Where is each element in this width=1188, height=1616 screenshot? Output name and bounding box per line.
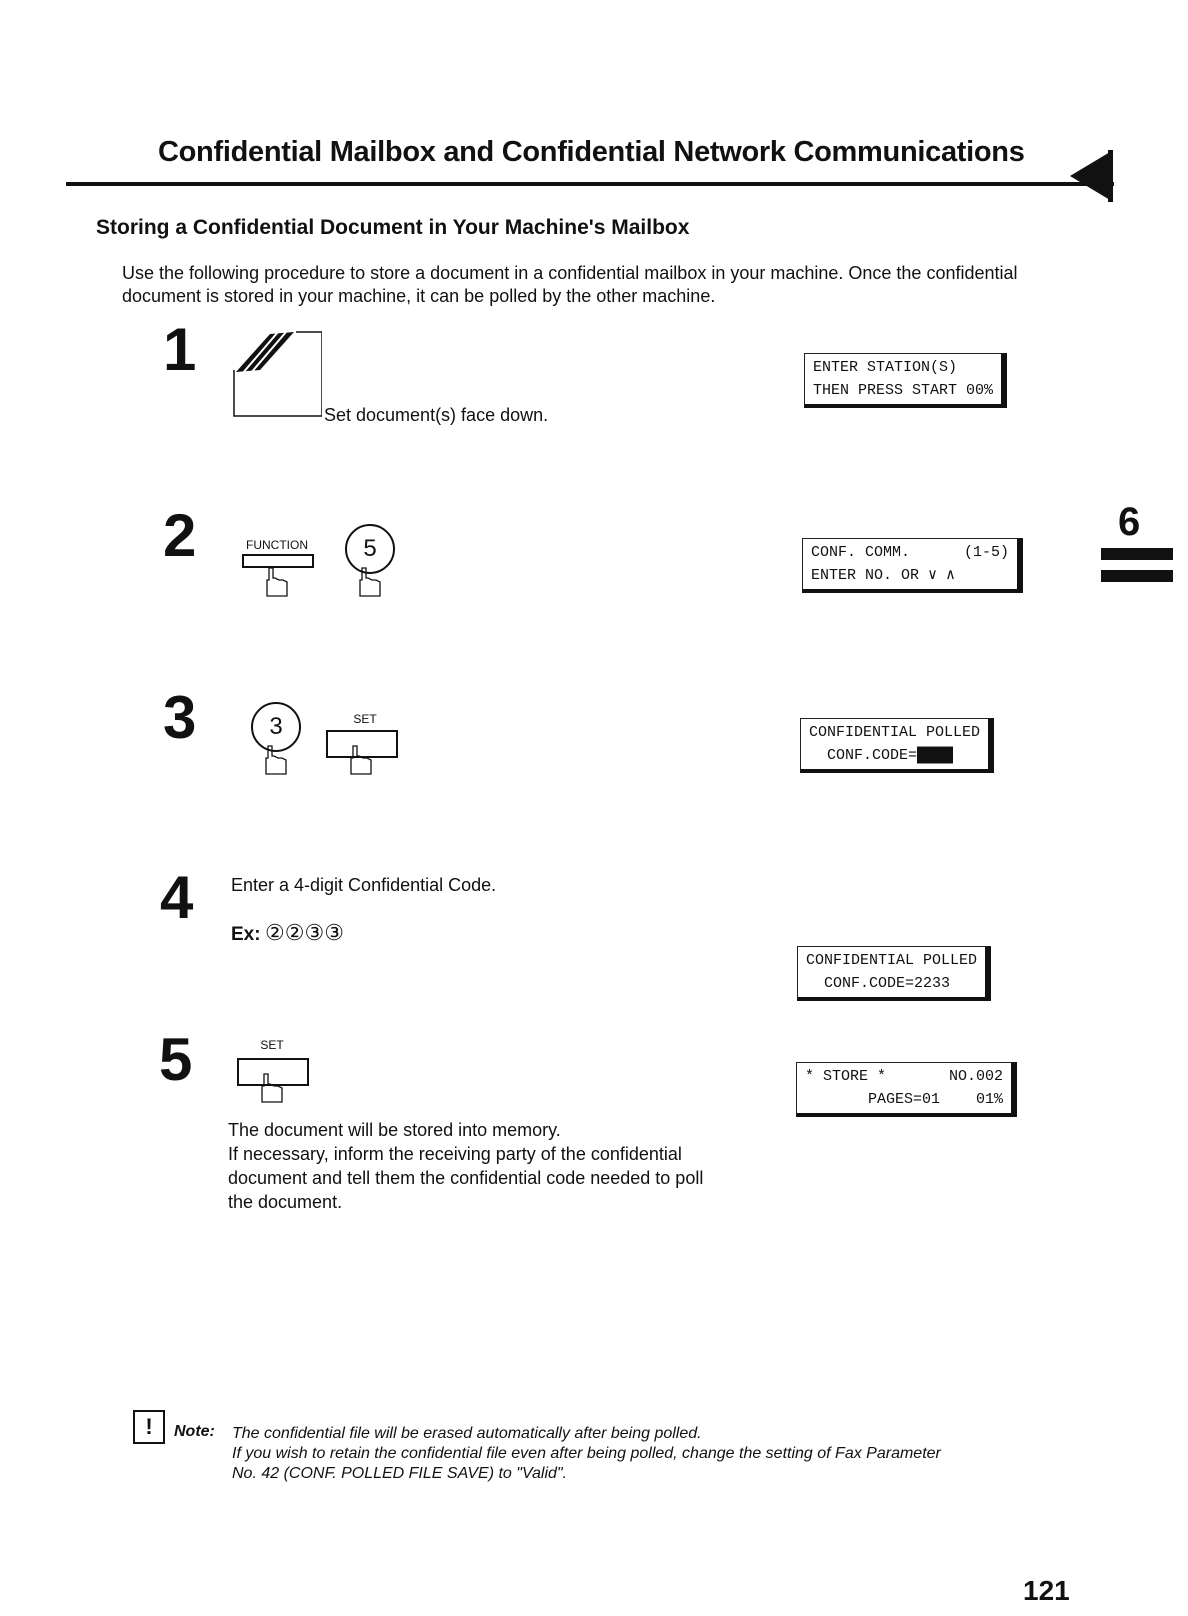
section-arrow-icon [1070,152,1110,200]
lcd-display [796,1062,1017,1117]
example-code [231,920,344,946]
lcd-line: PAGES=01 01% [805,1091,1004,1108]
chapter-number: 6 [1118,500,1141,544]
chapter-bar [1101,570,1173,582]
digit-3-key[interactable]: 3 [251,702,301,752]
note-icon: ! [133,1410,165,1444]
lcd-display [802,538,1023,593]
step-number: 1 [163,316,197,383]
lcd-line: ENTER STATION(S) [813,359,958,376]
digit-5-key[interactable]: 5 [345,524,395,574]
hand-press-icon [347,744,375,781]
step-5-line: If necessary, inform the receiving party of the confidential [228,1144,682,1164]
step-number: 5 [159,1026,193,1093]
lcd-line: CONFIDENTIAL POLLED [806,952,978,969]
lcd-line: THEN PRESS START 00% [813,382,994,399]
function-key-label: FUNCTION [246,538,308,552]
intro-paragraph: Use the following procedure to store a document in a confidential mailbox in your machine. Once the confidential document is stored in your machine, it can be polled by the other machine. [122,263,1018,306]
lcd-display [804,353,1007,408]
step-1-text: Set document(s) face down. [324,405,549,425]
lcd-line: * STORE * NO.002 [805,1068,1004,1085]
note-text [232,1424,1062,1484]
step-4-text: Enter a 4-digit Confidential Code. [231,875,497,895]
lcd-line: CONF. COMM. (1-5) [811,544,1010,561]
lcd-display [800,718,994,773]
step-number: 2 [163,502,197,569]
step-5-line: The document will be stored into memory. [228,1120,561,1140]
note-label: Note: [174,1423,215,1440]
section-arrow-post [1108,150,1113,202]
lcd-line: ENTER NO. OR ∨ ∧ [811,567,956,584]
hand-press-icon [258,1072,286,1109]
lcd-line: CONF.CODE=████ [809,747,954,764]
example-label: Ex: [231,924,261,945]
note-line: If you wish to retain the confidential file even after being polled, change the setting of Fax Parameter [232,1445,941,1462]
document-feed-icon [232,330,322,418]
hand-press-icon [262,744,290,781]
example-value: ②②③③ [265,920,344,945]
header-rule [66,182,1114,186]
page-number: 121 [1023,1575,1070,1606]
step-number: 4 [160,864,194,931]
hand-press-icon [263,566,291,603]
lcd-line: CONFIDENTIAL POLLED [809,724,981,741]
chapter-bar [1101,548,1173,560]
section-title: Storing a Confidential Document in Your Machine's Mailbox [96,216,690,239]
step-number: 3 [163,684,197,751]
set-key-label: SET [353,712,377,726]
set-key-label: SET [260,1038,284,1052]
note-line: No. 42 (CONF. POLLED FILE SAVE) to "Valid". [232,1465,568,1482]
lcd-line: CONF.CODE=2233 [806,975,951,992]
step-5-line: document and tell them the confidential code needed to poll [228,1168,704,1188]
step-5-line: the document. [228,1192,343,1212]
page-title: Confidential Mailbox and Confidential Network Communications [158,136,1025,168]
note-line: The confidential file will be erased automatically after being polled. [232,1425,702,1442]
lcd-display [797,946,991,1001]
hand-press-icon [356,566,384,603]
step-5-text [228,1118,788,1214]
